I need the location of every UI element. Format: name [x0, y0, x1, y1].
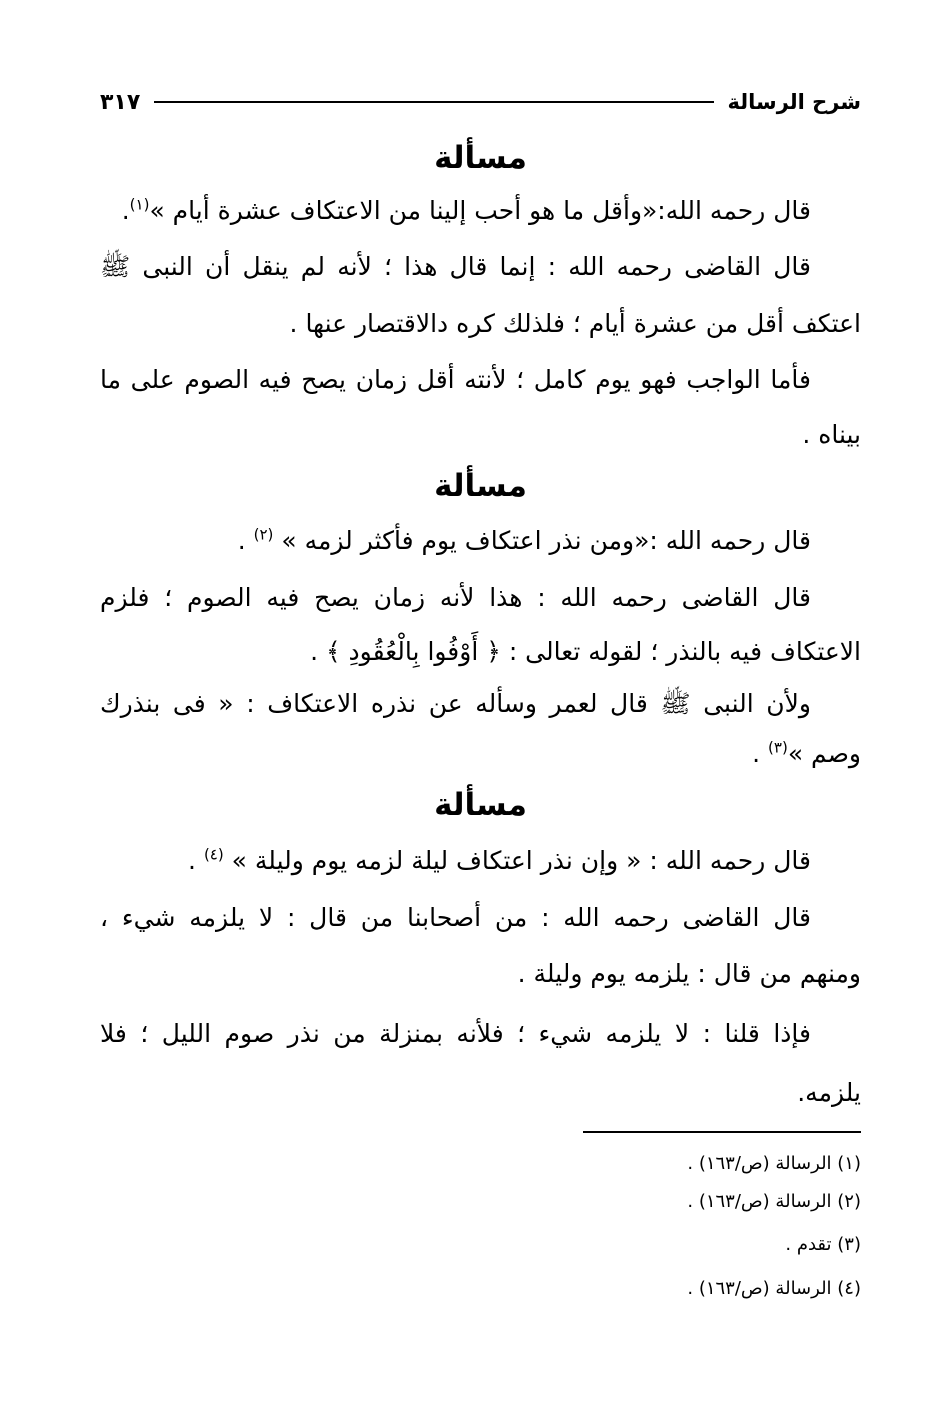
page-header	[100, 82, 861, 122]
footnote: (١) الرسالة (ص/١٦٣) .	[687, 1153, 861, 1174]
section-heading: مسألة	[434, 468, 527, 504]
text-line: بيناه .	[802, 420, 861, 449]
text-line: الاعتكاف فيه بالنذر ؛ لقوله تعالى : ﴿ أَوْفُوا بِالْعُقُودِ ﴾ .	[310, 637, 861, 666]
text-line: فإذا قلنا : لا يلزمه شيء ؛ فلأنه بمنزلة من نذر صوم الليل ؛ فلا	[100, 1019, 811, 1048]
section-heading: مسألة	[434, 787, 527, 823]
text-line: يلزمه.	[797, 1078, 861, 1107]
header-rule	[154, 101, 713, 103]
text-line: وصم »$^{(٣)}$ .	[752, 738, 861, 768]
text-line: قال القاضى رحمه الله : إنما قال هذا ؛ لأنه لم ينقل أن النبى ﷺ	[100, 252, 811, 281]
text-line: قال رحمه الله : « وإن نذر اعتكاف ليلة لزمه يوم وليلة » $^{(٤)}$ .	[188, 845, 811, 875]
text-line: ولأن النبى ﷺ قال لعمر وسأله عن نذره الاعتكاف : « فى بنذرك	[100, 689, 811, 718]
text-line: فأما الواجب فهو يوم كامل ؛ لأنته أقل زمان يصح فيه الصوم على ما	[100, 365, 811, 394]
text-line: قال القاضى رحمه الله : من أصحابنا من قال : لا يلزمه شيء ،	[100, 903, 811, 932]
text-line: قال رحمه الله :«ومن نذر اعتكاف يوم فأكثر لزمه » $^{(٢)}$ .	[237, 525, 811, 555]
text-line: قال رحمه الله:«وأقل ما هو أحب إلينا من الاعتكاف عشرة أيام »$^{(١)}$.	[121, 195, 811, 225]
section-heading: مسألة	[434, 140, 527, 176]
text-line: ومنهم من قال : يلزمه يوم وليلة .	[517, 959, 861, 988]
footnote: (٢) الرسالة (ص/١٦٣) .	[687, 1191, 861, 1212]
footnote: (٤) الرسالة (ص/١٦٣) .	[687, 1278, 861, 1299]
page-number: ٣١٧	[100, 89, 141, 115]
footnote: (٣) تقدم .	[785, 1234, 861, 1255]
text-line: قال القاضى رحمه الله : هذا لأنه زمان يصح فيه الصوم ؛ فلزم	[100, 583, 811, 612]
running-title: شرح الرسالة	[727, 90, 861, 114]
footnote-rule	[583, 1131, 861, 1133]
text-line: اعتكف أقل من عشرة أيام ؛ فلذلك كره دالاقتصار عنها .	[289, 309, 861, 338]
